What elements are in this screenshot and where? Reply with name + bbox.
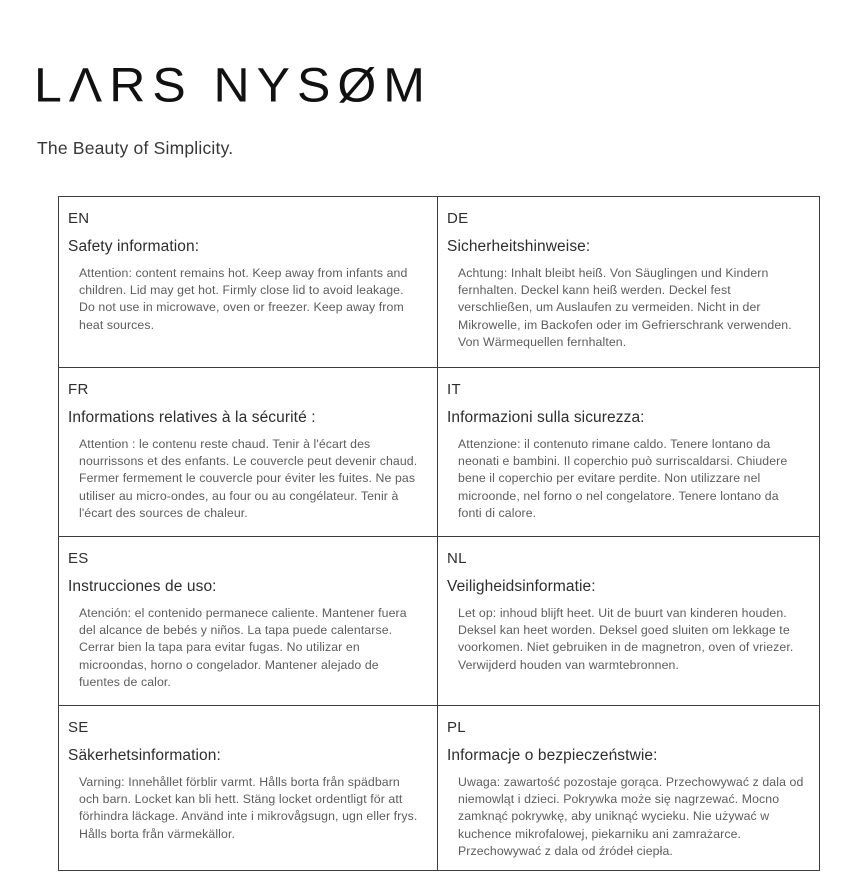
language-code: PL (447, 719, 466, 736)
section-heading: Sicherheitshinweise: (447, 238, 591, 255)
section-heading: Säkerhetsinformation: (68, 747, 221, 764)
brand-logo: LΛRS NYSØM (34, 58, 432, 112)
section-body: Attention: content remains hot. Keep away from infants and children. Lid may get hot. Firmly close lid to avoid leakage. Do not use in microwave, oven or freezer. Keep away from heat sources. (79, 266, 408, 332)
language-cell-pl (438, 706, 819, 870)
section-body: Attenzione: il contenuto rimane caldo. Tenere lontano da neonati e bambini. Il coperchio può surriscaldarsi. Chiudere bene il coperchio per evitare perdite. Non utilizzare nel microonde, nel forno o nel congelatore. Tenere lontano da fonti di calore. (458, 437, 788, 520)
section-body: Attention : le contenu reste chaud. Tenir à l'écart des nourrissons et des enfants. Le couvercle peut devenir chaud. Fermer fermement le couvercle pour éviter les fuites. Ne pas utiliser au micro-ondes, au four ou au congélateur. Tenir à l'écart des sources de chaleur. (79, 437, 418, 520)
language-cell-it (438, 368, 819, 537)
section-heading: Informations relatives à la sécurité : (68, 409, 316, 426)
brand-tagline: The Beauty of Simplicity. (37, 138, 234, 158)
language-cell-nl (438, 537, 819, 706)
language-code: SE (68, 719, 89, 736)
section-heading: Safety information: (68, 238, 200, 255)
language-code: EN (68, 210, 90, 227)
language-cell-fr (59, 368, 438, 537)
section-heading: Instrucciones de uso: (68, 578, 217, 595)
language-code: NL (447, 550, 467, 567)
language-cell-es (59, 537, 438, 706)
section-body: Uwaga: zawartość pozostaje gorąca. Przechowywać z dala od niemowląt i dzieci. Pokrywka może się nagrzewać. Mocno zamknąć pokrywkę, aby uniknąć wycieku. Nie używać w kuchence mikrofalowej, piekarniku ani zamrażarce. Przechowywać z dala od źródeł ciepła. (458, 775, 804, 858)
language-cell-se (59, 706, 438, 870)
language-cell-en (59, 197, 438, 368)
section-heading: Veiligheidsinformatie: (447, 578, 596, 595)
section-body: Varning: Innehållet förblir varmt. Hålls borta från spädbarn och barn. Locket kan bli hett. Stäng locket ordentligt för att förhindra läckage. Använd inte i mikrovågsugn, ugn eller frys. Hålls borta från värmekällor. (79, 775, 418, 841)
language-code: ES (68, 550, 89, 567)
language-code: IT (447, 381, 461, 398)
section-body: Achtung: Inhalt bleibt heiß. Von Säuglingen und Kindern fernhalten. Deckel kann heiß werden. Deckel fest verschließen, um Auslaufen zu vermeiden. Nicht in der Mikrowelle, im Backofen oder im Gefrierschrank verwenden. Von Wärmequellen fernhalten. (458, 266, 792, 349)
section-heading: Informazioni sulla sicurezza: (447, 409, 645, 426)
section-body: Atención: el contenido permanece caliente. Mantener fuera del alcance de bebés y niños. La tapa puede calentarse. Cerrar bien la tapa para evitar fugas. No utilizar en microondas, horno o congelador. Mantener alejado de fuentes de calor. (79, 606, 407, 689)
language-code: FR (68, 381, 89, 398)
language-cell-de (438, 197, 819, 368)
safety-info-table (58, 196, 820, 871)
language-code: DE (447, 210, 469, 227)
section-body: Let op: inhoud blijft heet. Uit de buurt van kinderen houden. Deksel kan heet worden. Deksel goed sluiten om lekkage te voorkomen. Niet gebruiken in de magnetron, oven of vriezer. Verwijderd houden van warmtebronnen. (458, 606, 794, 672)
section-heading: Informacje o bezpieczeństwie: (447, 747, 658, 764)
